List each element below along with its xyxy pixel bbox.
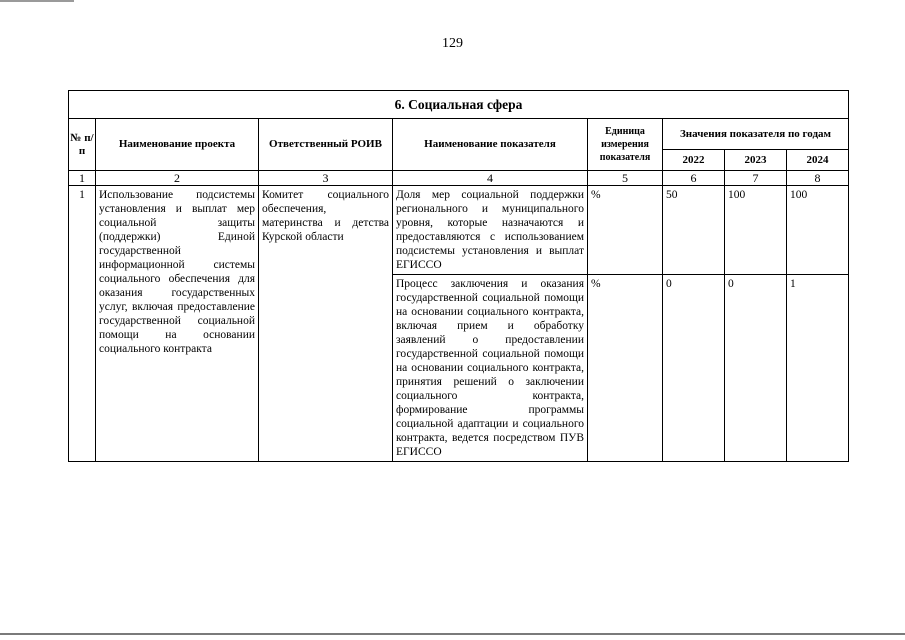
value-2024: 1 xyxy=(787,275,849,462)
bottom-scan-edge xyxy=(0,633,905,635)
header-year-2022: 2022 xyxy=(663,150,725,171)
page-number: 129 xyxy=(442,36,463,51)
project-name: Использование подсистемы установления и выплат мер социальной защиты (поддержки) Единой государственной информационной системы социального обеспечения для оказания государственных услуг, включая предоставление государственной социальной помощи на основании социального контракта xyxy=(96,186,259,462)
indicator-name: Доля мер социальной поддержки регионального и муниципального уровня, которые назначаются и предоставляются с использованием подсистемы установления и выплат ЕГИССО xyxy=(393,186,588,275)
indicator-name: Процесс заключения и оказания государственной социальной помощи на основании социального контракта, включая прием и обработку заявлений о предоставлении государственной социальной помощи на основании социального контракта, принятия решений о заключении социального контракта, формирование программы социальной адаптации и социального контракта, ведется посредством ПУВ ЕГИССО xyxy=(393,275,588,462)
column-number: 6 xyxy=(663,171,725,186)
column-number: 1 xyxy=(69,171,96,186)
table-row xyxy=(69,186,849,275)
indicator-unit: % xyxy=(588,275,663,462)
responsible-body: Комитет социального обеспечения, материнства и детства Курской области xyxy=(259,186,393,462)
column-number: 2 xyxy=(96,171,259,186)
header-responsible: Ответственный РОИВ xyxy=(259,119,393,171)
value-2022: 50 xyxy=(663,186,725,275)
column-number: 7 xyxy=(725,171,787,186)
header-unit: Единица измерения показателя xyxy=(588,119,663,171)
header-num: № п/п xyxy=(69,119,96,171)
value-2023: 100 xyxy=(725,186,787,275)
header-year-2023: 2023 xyxy=(725,150,787,171)
indicator-unit: % xyxy=(588,186,663,275)
value-2022: 0 xyxy=(663,275,725,462)
row-num: 1 xyxy=(69,186,96,462)
column-number: 8 xyxy=(787,171,849,186)
value-2023: 0 xyxy=(725,275,787,462)
column-number: 5 xyxy=(588,171,663,186)
header-indicator: Наименование показателя xyxy=(393,119,588,171)
section-title: 6. Социальная сфера xyxy=(69,91,849,119)
indicators-table xyxy=(68,90,849,462)
value-2024: 100 xyxy=(787,186,849,275)
header-project: Наименование проекта xyxy=(96,119,259,171)
column-number: 4 xyxy=(393,171,588,186)
column-number: 3 xyxy=(259,171,393,186)
top-edge-mark xyxy=(0,0,74,2)
header-year-2024: 2024 xyxy=(787,150,849,171)
header-values-group: Значения показателя по годам xyxy=(663,119,849,150)
